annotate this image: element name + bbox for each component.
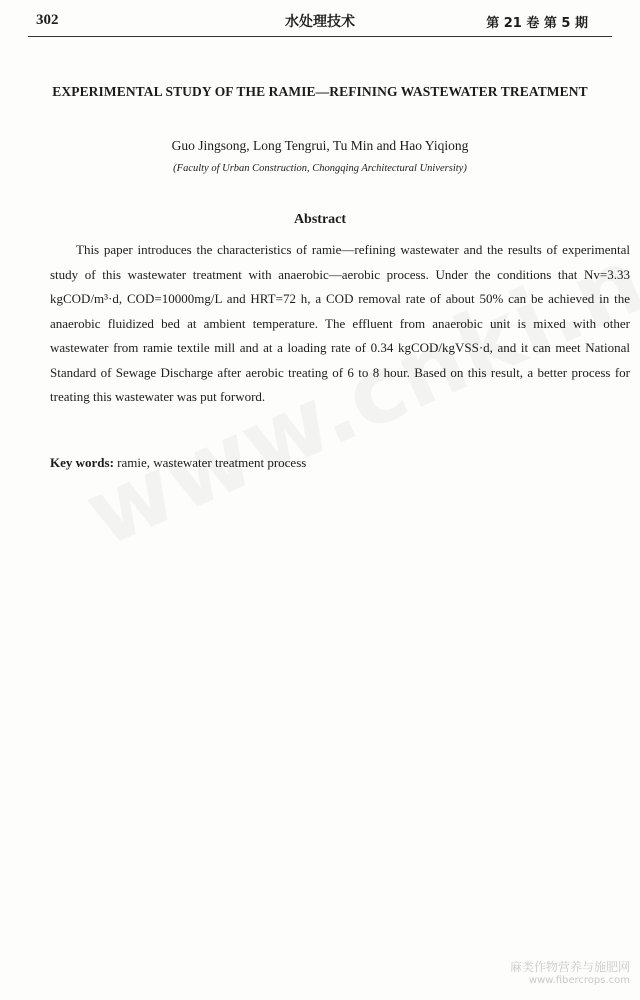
keywords-value: ramie, wastewater treatment process <box>117 455 307 470</box>
corner-watermark-url: www.fibercrops.com <box>528 975 630 986</box>
paper-title: EXPERIMENTAL STUDY OF THE RAMIE—REFINING WASTEWATER TREATMENT <box>52 84 588 99</box>
keywords-label: Key words: <box>50 455 114 470</box>
running-header <box>28 10 612 37</box>
corner-watermark-name: 麻类作物营养与施肥网 <box>509 960 630 974</box>
author-affiliation: (Faculty of Urban Construction, Chongqing Architectural University) <box>173 163 467 174</box>
volume-issue: 第 21 卷 第 5 期 <box>486 16 588 31</box>
abstract-heading: Abstract <box>293 212 347 227</box>
author-list: Guo Jingsong, Long Tengrui, Tu Min and Hao Yiqiong <box>171 138 469 153</box>
journal-name: 水处理技术 <box>285 14 355 30</box>
page-number: 302 <box>36 12 59 28</box>
corner-watermark <box>510 958 630 986</box>
abstract-body: This paper introduces the characteristics of ramie—refining wastewater and the results of experimental study of this wastewater treatment with anaerobic—aerobic process. Under the conditions that Nv=3.33 kgCOD/m³·d, COD=10000mg/L and HRT=72 h, a COD removal rate of about 50% can be achieved in the anaerobic fluidized bed at ambient temperature. The effluent from anaerobic unit is mixed with other wastewater from ramie textile mill and at a loading rate of 0.34 kgCOD/kgVSS·d, and it can meet National Standard of Sewage Discharge after aerobic treating of 6 to 8 hour. Based on this result, a better process for treating this wastewater was put forword. <box>50 242 630 404</box>
keywords <box>50 455 306 471</box>
